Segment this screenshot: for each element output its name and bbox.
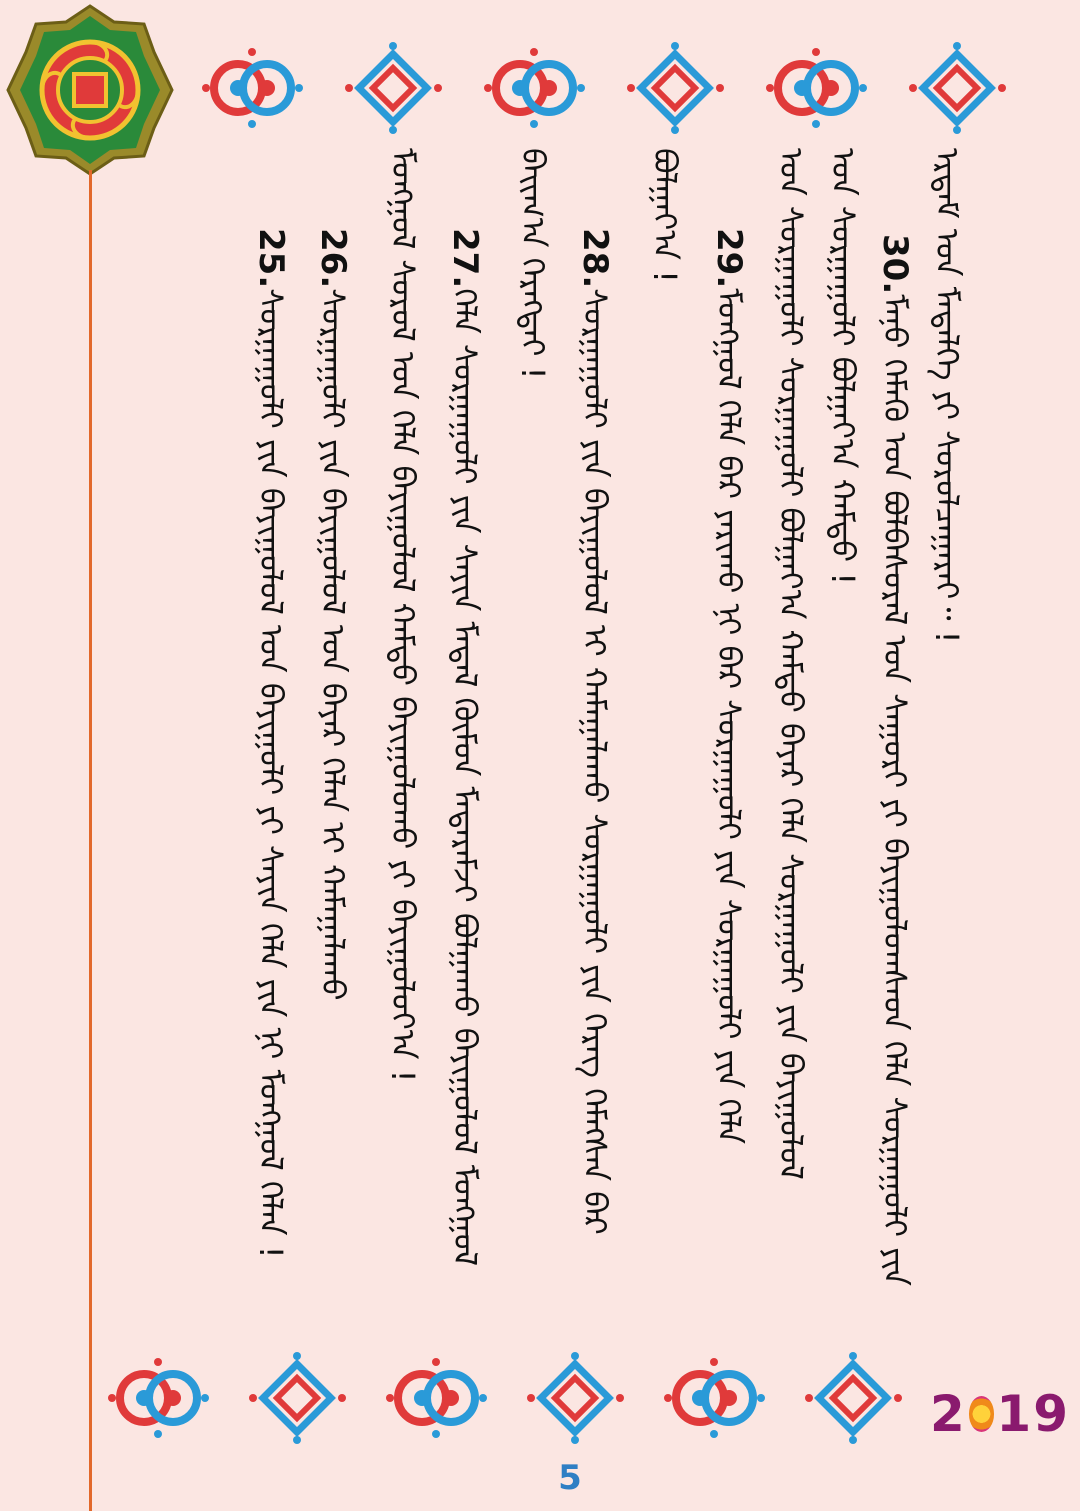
medallion-icon: [4, 2, 176, 178]
year-label: [930, 1384, 1070, 1444]
text-column: [313, 228, 353, 1428]
text-column: [513, 148, 553, 1348]
ring-knot-icon: [764, 38, 869, 138]
column-text: ᠬᠡᠯᠡ ᠰᠤᠷᠭᠠᠭᠤᠯᠢ ᠶᠢᠨ ᠰᠠᠶᠢᠨ ᠮᠡᠳᠡᠯ ᠬᠦᠮᠦᠨ ᠮᠡᠳᠡᠷᠡᠮᠵᠢ ᠪᠣᠯᠭᠠᠬᠤ ᠪᠠᠶᠢᠭᠤᠯᠤᠯ ᠮᠣᠩᠭᠣᠯ: [446, 288, 484, 1266]
item-number: 25.: [251, 228, 291, 289]
column-text: ᠤᠨ ᠰᠤᠷᠭᠠᠭᠤᠯᠢ ᠪᠣᠯᠭᠠᠶ᠎ᠠ ᠬᠠᠮᠲᠤ !: [824, 148, 862, 586]
item-number: 29.: [709, 228, 749, 289]
item-number: 30.: [875, 234, 915, 295]
page-number: 5: [558, 1458, 582, 1498]
column-text: ᠪᠠᠢᠭ᠎ᠠ ᠬᠡᠷᠡᠭᠲᠡᠢ !: [514, 148, 552, 380]
sun-icon: [969, 1396, 995, 1432]
item-number: 26.: [313, 228, 353, 289]
diamond-knot-icon: [905, 38, 1010, 138]
column-text: ᠰᠤᠷᠭᠠᠭᠤᠯᠢ ᠶᠢᠨ ᠪᠠᠶᠢᠭᠤᠯᠤᠯ ᠤᠨ ᠪᠠᠶᠠᠷ ᠬᠡᠯᠡᠨ ᠢ ᠬᠠᠮᠠᠭᠠᠯᠠᠬᠤ: [314, 288, 352, 1001]
column-text: ᠮᠣᠩᠭᠣᠯ ᠰᠤᠷᠤᠯ ᠤᠨ ᠬᠡᠯᠡ ᠪᠠᠶᠢᠭᠤᠯᠤᠯ ᠬᠠᠮᠲᠤ ᠪᠠᠶᠢᠭᠤᠯᠤᠬᠤ ᠶᠢ ᠪᠠᠶᠢᠭᠤᠯᠤᠶ᠎ᠠ !: [384, 148, 422, 1083]
mongolian-text-body: [235, 148, 966, 1348]
item-number: 27.: [445, 228, 485, 289]
column-text: ᠪᠣᠯᠭᠠᠶ᠎ᠠ !: [646, 148, 684, 283]
text-column: [445, 228, 485, 1428]
year-digits-start: 2: [930, 1385, 967, 1443]
column-text: ᠡᠷᠳᠡᠮ ᠤᠨ ᠮᠡᠳᠡᠯᠭᠡ ᠶᠢ ᠰᠤᠷᠤᠯᠴᠠᠭᠠᠷᠠᠢ᠃ !: [928, 148, 966, 644]
text-column: [575, 228, 615, 1428]
column-text: ᠰᠤᠷᠭᠠᠭᠤᠯᠢ ᠶᠢᠨ ᠪᠠᠶᠢᠭᠤᠯᠤᠯ ᠢ ᠬᠠᠮᠠᠭᠠᠯᠠᠬᠤ ᠰᠤᠷᠭᠠᠭᠤᠯᠢ ᠶᠢᠨ ᠬᠡᠷᠡᠭ ᠬᠡᠮᠡᠭᠰᠡᠨ ᠪᠡᠷ: [576, 288, 614, 1235]
column-text: ᠰᠤᠷᠭᠠᠭᠤᠯᠢ ᠶᠢᠨ ᠪᠠᠶᠢᠭᠤᠯᠤᠯ ᠤᠨ ᠪᠠᠶᠢᠭᠤᠯᠢ ᠶᠢ ᠰᠠᠶᠢᠨ ᠬᠡᠯᠡ ᠶᠢᠨ ᠨᠢ ᠮᠣᠩᠭᠣᠯ ᠬᠡᠯᠡᠨ !: [252, 288, 290, 1259]
diamond-knot-icon: [341, 38, 446, 138]
ring-knot-icon: [200, 38, 305, 138]
column-text: ᠤᠨ ᠰᠤᠷᠭᠠᠭᠤᠯᠢ ᠰᠤᠷᠭᠠᠭᠤᠯᠢ ᠪᠣᠯᠭᠠᠶ᠎ᠠ ᠬᠠᠮᠲᠤ ᠪᠠᠶᠠᠷ ᠬᠡᠯᠡ ᠰᠤᠷᠭᠠᠭᠤᠯᠢ ᠶᠢᠨ ᠪᠠᠶᠢᠭᠤᠯᠤᠯ: [772, 148, 810, 1180]
text-column: [251, 228, 291, 1428]
item-number: 28.: [575, 228, 615, 289]
text-column: [383, 148, 423, 1348]
text-column: [709, 228, 749, 1428]
ring-knot-icon: [482, 38, 587, 138]
column-text: ᠮᠣᠩᠭᠣᠯ ᠬᠡᠯᠡ ᠪᠡᠷ ᠶᠠᠷᠢᠬᠤ ᠨᠢ ᠪᠡᠷ ᠰᠤᠷᠭᠠᠭᠤᠯᠢ ᠶᠢᠨ ᠰᠤᠷᠭᠠᠭᠤᠯᠢ ᠶᠢᠨ ᠬᠡᠯᠡ: [710, 288, 748, 1145]
year-digits-end: 19: [996, 1385, 1070, 1443]
text-column: [875, 234, 915, 1434]
ring-knot-icon: [106, 1348, 211, 1448]
bottom-ornament-border: [106, 1348, 906, 1448]
text-column: [645, 148, 685, 1348]
top-ornament-border: [200, 38, 1010, 138]
text-column: [771, 148, 811, 1348]
text-column: [927, 148, 967, 1348]
left-vertical-line: [89, 170, 92, 1511]
column-text: ᠮᠠᠨᠤ ᠬᠡᠮᠡᠬᠦ ᠤᠨ ᠪᠣᠯᠪᠠᠰᠤᠷᠠᠯ ᠤᠨ ᠰᠠᠭᠤᠷᠢ ᠶᠢ ᠪᠠᠶᠢᠭᠤᠯᠤᠭᠰᠠᠳ ᠬᠡᠯᠡ ᠰᠤᠷᠭᠠᠭᠤᠯᠢ ᠶᠢᠨ: [876, 294, 914, 1286]
text-column: [823, 148, 863, 1348]
diamond-knot-icon: [623, 38, 728, 138]
